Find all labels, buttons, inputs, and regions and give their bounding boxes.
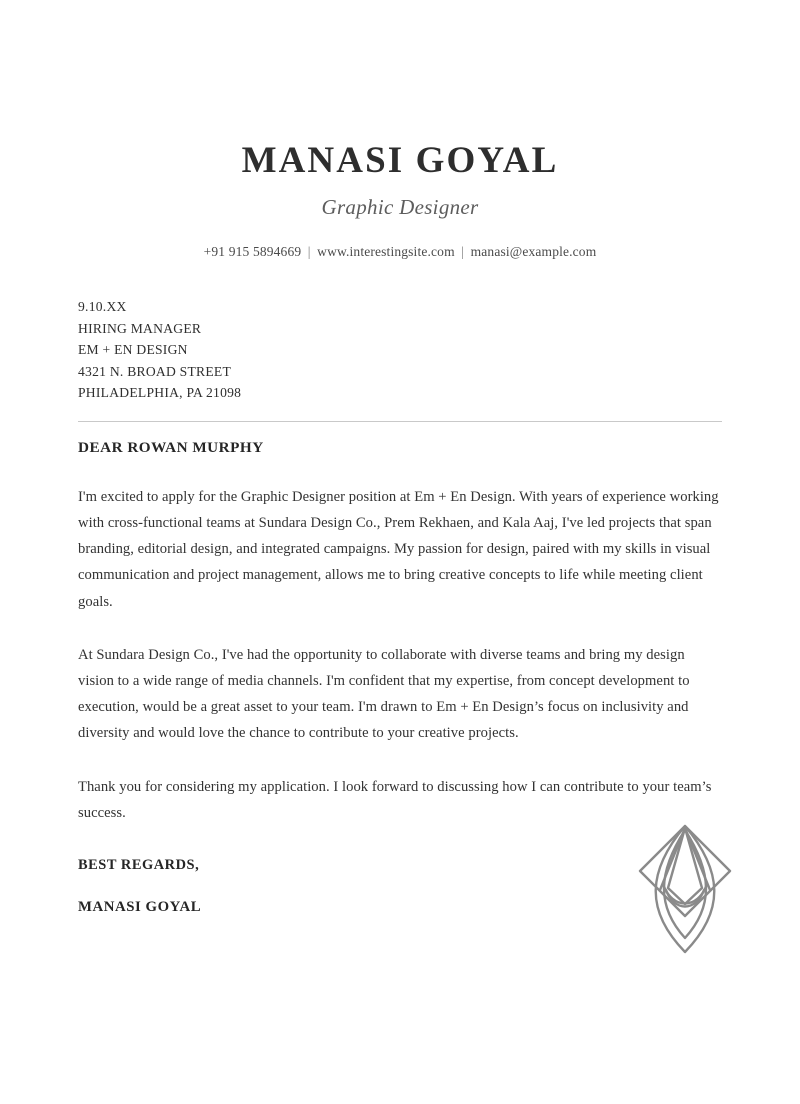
recipient-address-block [78, 296, 578, 404]
recipient-line: PHILADELPHIA, PA 21098 [78, 385, 242, 400]
recipient-line: 9.10.XX [78, 299, 127, 314]
geometric-diamond-logo-icon [630, 818, 740, 960]
letterhead [78, 140, 722, 260]
contact-email[interactable]: manasi@example.com [470, 243, 597, 259]
job-title: Graphic Designer [321, 195, 479, 220]
letter-paragraph: I'm excited to apply for the Graphic Designer position at Em + En Design. With years of experience working with cross-functional teams at Sundara Design Co., Prem Rekhaen, and Kala Aaj, I've led projects that span branding, editorial design, and integrated campaigns. My passion for design, paired with my skills in visual communication and project management, allows me to bring creative concepts to life while meeting client goals. [78, 488, 719, 610]
contact-website[interactable]: www.interestingsite.com [317, 243, 455, 259]
horizontal-divider [78, 421, 722, 422]
recipient-line: HIRING MANAGER [78, 320, 202, 336]
letter-paragraph: Thank you for considering my application. I look forward to discussing how I can contribute to your team’s success. [78, 778, 712, 821]
contact-line [78, 243, 722, 261]
letter-paragraph: At Sundara Design Co., I've had the opportunity to collaborate with diverse teams and bring my design vision to a wide range of media channels. I'm confident that my expertise, from concept development to execution, would be a great asset to your team. I'm drawn to Em + En Design’s focus on inclusivity and diversity and would love the chance to contribute to your creative projects. [78, 646, 690, 742]
signature-name: MANASI GOYAL [78, 898, 202, 915]
page-title: MANASI GOYAL [241, 140, 559, 181]
recipient-line: 4321 N. BROAD STREET [78, 363, 232, 379]
salutation: DEAR ROWAN MURPHY [78, 439, 264, 456]
contact-separator-2: | [461, 243, 465, 259]
contact-phone: +91 915 5894669 [203, 243, 302, 259]
recipient-line: EM + EN DESIGN [78, 342, 188, 357]
letter-body [78, 438, 724, 917]
contact-separator-1: | [307, 243, 311, 259]
closing-salutation: BEST REGARDS, [78, 856, 200, 873]
